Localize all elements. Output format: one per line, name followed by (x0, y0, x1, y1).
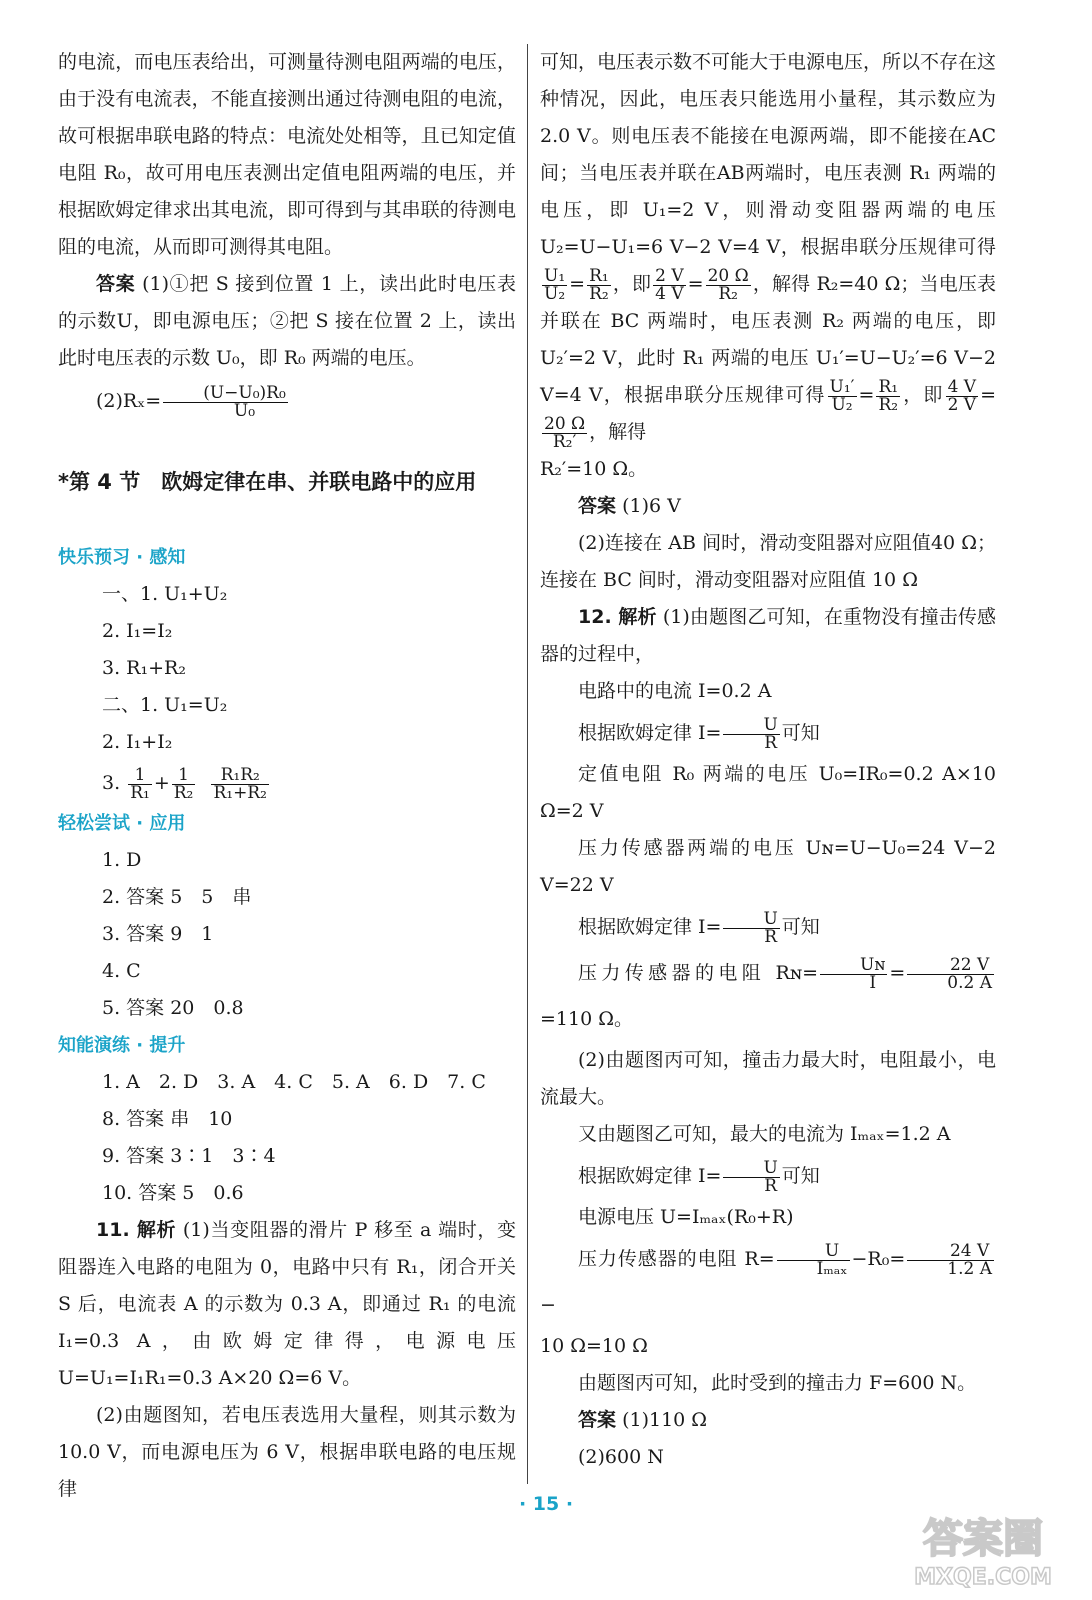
page-number: · 15 · (518, 1493, 574, 1515)
list-item: 4. C (102, 960, 141, 982)
line: 电路中的电流 I=0.2 A (578, 680, 772, 702)
list-item: 2. 答案 5 5 串 (102, 886, 252, 908)
answer-paragraph: 答案 (1)110 Ω (578, 1409, 708, 1431)
line: 压力传感器的电阻 Rɴ= $\frac{\text{Uɴ}}{I}$ = $\frac{22 V}{0.2 A}$ =110 Ω。 (540, 954, 992, 1030)
line: 电源电压 U=Iₘₐₓ(R₀+R) (578, 1206, 794, 1228)
right-column (540, 44, 996, 1476)
line: 压力传感器的电阻 R= $\frac{U}{\text{Iₘₐₓ}}$ −R₀= $\frac{24 V}{1.2 A}$ − (540, 1240, 992, 1316)
list-item: 1. D (102, 849, 142, 871)
list-item: 2. I₁+I₂ (102, 731, 173, 753)
formula-rx: (2)Rₓ= $\frac{\text{(U−U₀)R₀}}{\text{U₀}}$ (96, 382, 286, 421)
line: 10 Ω=10 Ω (540, 1335, 648, 1357)
answer-paragraph (58, 266, 516, 377)
line: 根据欧姆定律 I= $\frac{U}{R}$ 可知 (578, 714, 820, 753)
list-item: 5. 答案 20 0.8 (102, 997, 244, 1019)
line: 定值电阻 R₀ 两端的电压 U₀=IR₀=0.2 A×10 Ω=2 V (540, 763, 996, 822)
list-item: 1. A 2. D 3. A 4. C 5. A 6. D 7. C (102, 1071, 486, 1093)
line: 压力传感器两端的电压 Uɴ=U−U₀=24 V−2 V=22 V (540, 837, 996, 896)
watermark-text-cn: 答案圈 (923, 1516, 1043, 1562)
watermark-text-en: MXQE.COM (914, 1565, 1052, 1590)
paragraph: 可知，电压表示数不可能大于电源电压，所以不存在这种情况，因此，电压表只能选用小量程，其示数应为 2.0 V。则电压表不能接在电源两端，即不能接在AC间；当电压表并联在AB两端时，电压表测 R₁ 两端的电压，即 U₁=2 V，则滑动变阻器两端的电压U₂=U−U₁=6 V−2 V=4 V，根据串联分压规律可得 $\frac{\text{U₁}}{\text{U₂}}$ = $\frac{\text{R₁}}{\text{R₂}}$ ，即 $\frac{2 V}{4 V}$ = $\frac{20 \Omega}{\text{R₂}}$ ，解得 R₂=40 Ω；当电压表并联在 BC 两端时，电压表测 R₂ 两端的电压，即U₂′=2 V，此时 R₁ 两端的电压 U₁′=U−U₂′=6 V−2 V=4 V，根据串联分压规律可得 $\frac{\text{U₁′}}{\text{U₂}}$ = $\frac{\text{R₁}}{\text{R₂}}$ ，即 $\frac{4 V}{2 V}$ = $\frac{20 \Omega}{\text{R₂′}}$ ，解得 (540, 51, 997, 452)
column-divider (527, 44, 528, 1484)
section-heading-drill: 知能演练 · 提升 (58, 1035, 186, 1056)
question-11: 11. 解析 (1)当变阻器的滑片 P 移至 a 端时，变阻器连入电路的电阻为 0，电路中只有 R₁，闭合开关 S 后，电流表 A 的示数为 0.3 A，即通过 R₁ 的电流I₁=0.3 A，由欧姆定律得，电源电压 U=U₁=I₁R₁=0.3 A×20 Ω=6 V。 (58, 1219, 516, 1389)
list-item: 2. I₁=I₂ (102, 620, 173, 642)
list-item: 8. 答案 串 10 (102, 1108, 233, 1130)
watermark-logo (898, 1508, 1068, 1592)
paragraph: 的电流，而电压表给出，可测量待测电阻两端的电压，由于没有电流表，不能直接测出通过待测电阻的电流，故可根据串联电路的特点：电流处处相等，且已知定值电阻 R₀，故可用电压表测出定值电阻两端的电压，并根据欧姆定律求出其电流，即可得到与其串联的待测电阻的电流，从而即可测得其电阻。 (58, 51, 516, 258)
list-item-formula: 3. $\frac{1}{\text{R₁}}$ + $\frac{1}{\text{R₂}}$ $\frac{\text{R₁R₂}}{\text{R₁+R₂}}$ (102, 764, 267, 803)
line: 由题图丙可知，此时受到的撞击力 F=600 N。 (578, 1372, 977, 1394)
section-heading-preview: 快乐预习 · 感知 (58, 547, 186, 568)
section-heading-try: 轻松尝试 · 应用 (58, 813, 186, 834)
paragraph-cont: R₂′=10 Ω。 (540, 458, 648, 480)
list-item: 一、1. U₁+U₂ (102, 583, 228, 605)
list-item: 10. 答案 5 0.6 (102, 1182, 244, 1204)
answer-text: (1)①把 S 接到位置 1 上，读出此时电压表的示数U，即电源电压；②把 S 接在位置 2 上，读出此时电压表的示数 U₀，即 R₀ 两端的电压。 (58, 273, 516, 369)
list-item: 3. 答案 9 1 (102, 923, 214, 945)
answer-paragraph-2: (2)600 N (578, 1446, 664, 1468)
answer-paragraph: 答案 (1)6 V (578, 495, 681, 517)
line: (2)由题图丙可知，撞击力最大时，电阻最小，电流最大。 (540, 1049, 996, 1108)
line: 根据欧姆定律 I= $\frac{U}{R}$ 可知 (578, 1157, 820, 1196)
list-item: 二、1. U₁=U₂ (102, 694, 228, 716)
answer-label: 答案 (96, 273, 136, 295)
list-item: 3. R₁+R₂ (102, 657, 186, 679)
answer-paragraph-2: (2)连接在 AB 间时，滑动变阻器对应阻值40 Ω；连接在 BC 间时，滑动变阻器对应阻值 10 Ω (540, 532, 996, 591)
left-column (58, 44, 516, 1508)
line: 又由题图乙可知，最大的电流为 Iₘₐₓ=1.2 A (578, 1123, 951, 1145)
list-item: 9. 答案 3∶1 3∶4 (102, 1145, 276, 1167)
line: 根据欧姆定律 I= $\frac{U}{R}$ 可知 (578, 908, 820, 947)
question-12: 12. 解析 (1)由题图乙可知，在重物没有撞击传感器的过程中， (540, 606, 996, 665)
question-11-part2: (2)由题图知，若电压表选用大量程，则其示数为 10.0 V，而电源电压为 6 V，根据串联电路的电压规律 (58, 1404, 516, 1500)
section-title: *第 4 节 欧姆定律在串、并联电路中的应用 (58, 470, 477, 494)
